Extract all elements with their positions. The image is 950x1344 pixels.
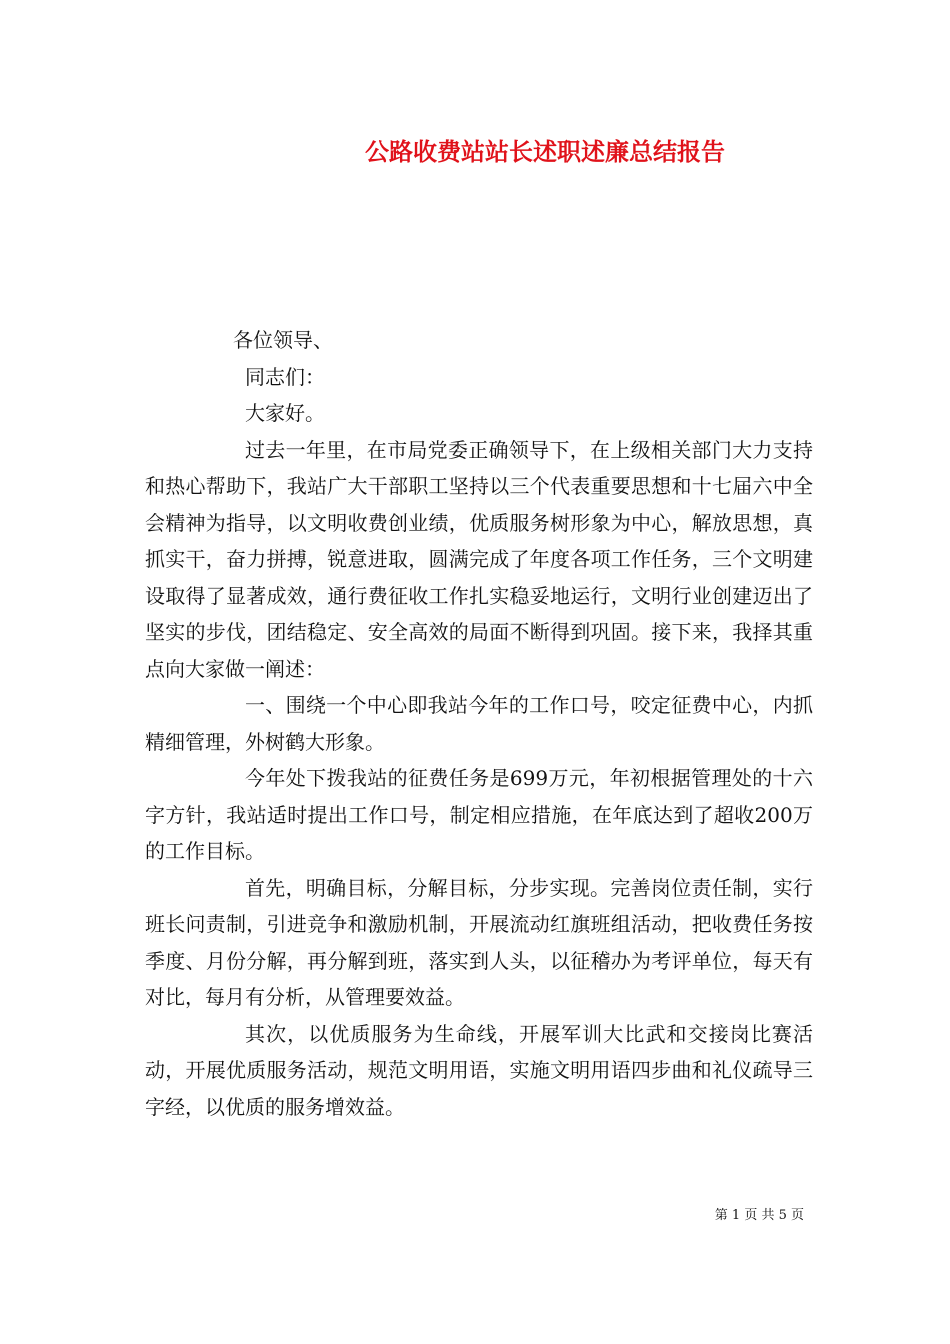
paragraph-second: 其次，以优质服务为生命线，开展军训大比武和交接岗比赛活动，开展优质服务活动，规范文明用语，实施文明用语四步曲和礼仪疏导三字经，以优质的服务增效益。 — [145, 1021, 813, 1119]
paragraph-task: 今年处下拨我站的征费任务是699万元，年初根据管理处的十六字方针，我站适时提出工作口号，制定相应措施，在年底达到了超收200万的工作目标。 — [145, 766, 813, 863]
page-number: 第 1 页 共 5 页 — [714, 1208, 804, 1223]
document-body — [145, 322, 813, 1125]
greeting-comrades: 同志们： — [245, 364, 325, 389]
document-title: 公路收费站站长述职述廉总结报告 — [365, 137, 725, 166]
paragraph-intro: 过去一年里，在市局党委正确领导下，在上级相关部门大力支持和热心帮助下，我站广大干部职工坚持以三个代表重要思想和十七届六中全会精神为指导，以文明收费创业绩，优质服务树形象为中心，解放思想，真抓实干，奋力拼搏，锐意进取，圆满完成了年度各项工作任务，三个文明建设取得了显著成效，通行费征收工作扎实稳妥地运行，文明行业创建迈出了坚实的步伐，团结稳定、安全高效的局面不断得到巩固。接下来，我择其重点向大家做一阐述： — [145, 437, 813, 681]
paragraph-first: 首先，明确目标，分解目标，分步实现。完善岗位责任制，实行班长问责制，引进竞争和激励机制，开展流动红旗班组活动，把收费任务按季度、月份分解，再分解到班，落实到人头，以征稽办为考评单位，每天有对比，每月有分析，从管理要效益。 — [145, 875, 813, 1009]
greeting-leaders: 各位领导、 — [233, 328, 333, 352]
greeting-hello: 大家好。 — [245, 401, 325, 425]
paragraph-section-one: 一、围绕一个中心即我站今年的工作口号，咬定征费中心，内抓精细管理，外树鹤大形象。 — [145, 693, 813, 754]
